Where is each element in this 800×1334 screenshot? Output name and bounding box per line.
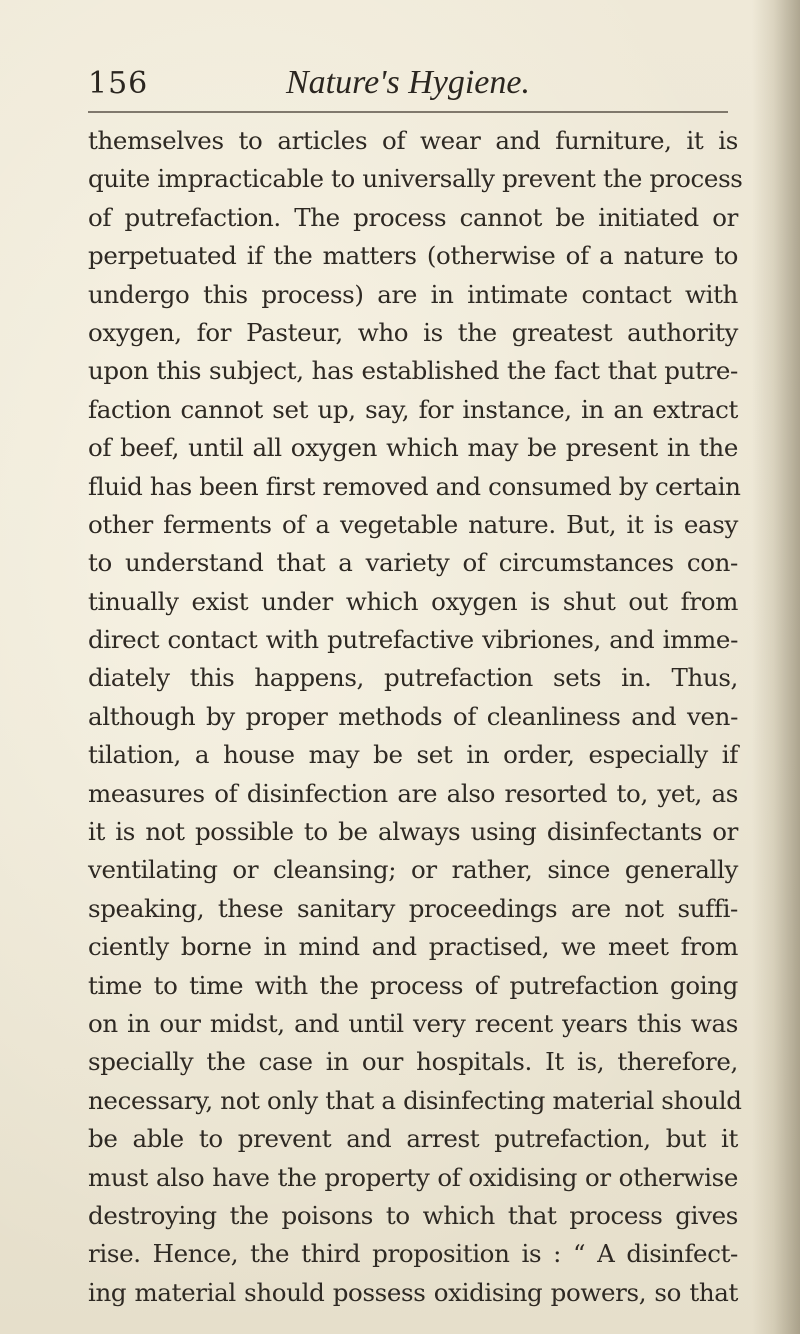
text-line: themselves to articles of wear and furniture, it is bbox=[88, 126, 738, 155]
text-line: other ferments of a vegetable nature. But, it is easy bbox=[88, 509, 738, 539]
text-line: destroying the poisons to which that process gives bbox=[88, 1200, 738, 1230]
text-line: it is not possible to be always using disinfectants or bbox=[88, 817, 738, 847]
text-line: ventilating or cleansing; or rather, since generally bbox=[88, 855, 738, 885]
text-line: of putrefaction. The process cannot be initiated or bbox=[88, 202, 738, 232]
text-line: oxygen, for Pasteur, who is the greatest authority bbox=[88, 317, 738, 347]
text-line: ing material should possess oxidising powers, so that bbox=[88, 1277, 738, 1307]
text-line: time to time with the process of putrefaction going bbox=[88, 970, 738, 1000]
page-number: 156 bbox=[88, 66, 149, 101]
text-line: undergo this process) are in intimate contact with bbox=[88, 279, 738, 309]
text-line: to understand that a variety of circumstances con- bbox=[88, 548, 738, 578]
text-line: although by proper methods of cleanliness and ven- bbox=[88, 701, 738, 731]
text-line: fluid has been first removed and consumed by certain bbox=[88, 471, 741, 501]
running-title: Nature's Hygiene. bbox=[286, 64, 530, 101]
text-line: specially the case in our hospitals. It is, therefore, bbox=[88, 1047, 738, 1077]
binding-shadow bbox=[752, 0, 800, 1334]
text-line: faction cannot set up, say, for instance, in an extract bbox=[88, 394, 738, 424]
text-line: diately this happens, putrefaction sets in. Thus, bbox=[88, 663, 738, 693]
text-line: of beef, until all oxygen which may be present in the bbox=[88, 433, 738, 463]
text-line: perpetuated if the matters (otherwise of a nature to bbox=[88, 241, 738, 271]
text-line: upon this subject, has established the fact that putre- bbox=[88, 356, 738, 386]
header-rule bbox=[88, 111, 728, 113]
text-line: measures of disinfection are also resorted to, yet, as bbox=[88, 778, 738, 808]
text-line: tinually exist under which oxygen is shut out from bbox=[88, 586, 738, 616]
text-line: ciently borne in mind and practised, we meet from bbox=[88, 932, 738, 962]
text-line: be able to prevent and arrest putrefaction, but it bbox=[88, 1124, 738, 1154]
text-line: speaking, these sanitary proceedings are not suffi- bbox=[88, 893, 738, 923]
running-head bbox=[0, 0, 800, 110]
text-line: tilation, a house may be set in order, especially if bbox=[88, 740, 738, 770]
text-line: must also have the property of oxidising or otherwise bbox=[88, 1162, 738, 1192]
text-line: necessary, not only that a disinfecting material should bbox=[88, 1085, 742, 1115]
text-line: direct contact with putrefactive vibriones, and imme- bbox=[88, 625, 738, 655]
text-line: quite impracticable to universally prevent the process bbox=[88, 164, 743, 194]
text-line: on in our midst, and until very recent years this was bbox=[88, 1008, 738, 1038]
body-text bbox=[88, 122, 743, 1312]
text-line: rise. Hence, the third proposition is : “ A disinfect- bbox=[88, 1239, 738, 1269]
